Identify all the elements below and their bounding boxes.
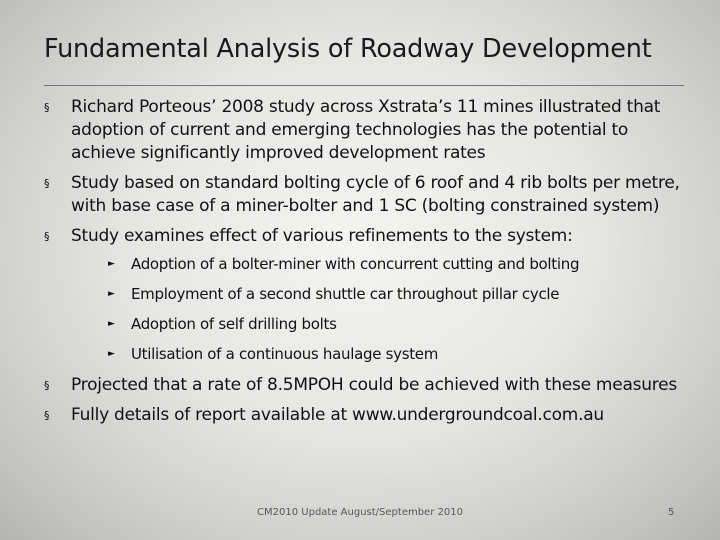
bullet-marker: § — [44, 379, 50, 392]
sub-bullet-item — [71, 254, 684, 274]
arrow-icon: ► — [108, 319, 115, 329]
bullet-item — [44, 404, 684, 427]
arrow-icon: ► — [108, 349, 115, 359]
bullet-item — [44, 172, 684, 218]
sub-bullet-text: Utilisation of a continuous haulage system — [131, 345, 439, 363]
sub-bullet-item — [71, 314, 684, 334]
arrow-icon: ► — [108, 259, 115, 269]
bullet-marker: § — [44, 101, 50, 114]
title-divider — [44, 85, 684, 86]
bullet-marker: § — [44, 230, 50, 243]
bullet-list — [44, 96, 684, 434]
bullet-text: Fully details of report available at www.undergroundcoal.com.au — [71, 405, 604, 425]
slide-footer: CM2010 Update August/September 2010 — [257, 507, 463, 518]
bullet-text: Projected that a rate of 8.5MPOH could be achieved with these measures — [71, 375, 677, 395]
bullet-text: Study examines effect of various refinements to the system: — [71, 226, 573, 246]
sub-bullet-list — [71, 254, 684, 364]
bullet-marker: § — [44, 177, 50, 190]
bullet-text: Study based on standard bolting cycle of 6 roof and 4 rib bolts per metre, with base case of a miner-bolter and 1 SC (bolting constrained system) — [71, 173, 680, 216]
page-number: 5 — [668, 507, 675, 518]
bullet-marker: § — [44, 409, 50, 422]
sub-bullet-text: Adoption of a bolter-miner with concurrent cutting and bolting — [131, 255, 580, 273]
arrow-icon: ► — [108, 289, 115, 299]
sub-bullet-text: Employment of a second shuttle car throughout pillar cycle — [131, 285, 560, 303]
sub-bullet-text: Adoption of self drilling bolts — [131, 315, 337, 333]
slide-title: Fundamental Analysis of Roadway Development — [44, 34, 652, 64]
sub-bullet-item — [71, 344, 684, 364]
bullet-item — [44, 225, 684, 364]
bullet-item — [44, 374, 684, 397]
bullet-text: Richard Porteous’ 2008 study across Xstrata’s 11 mines illustrated that adoption of current and emerging technologies has the potential to achieve significantly improved development rates — [71, 97, 661, 163]
sub-bullet-item — [71, 284, 684, 304]
bullet-item — [44, 96, 684, 165]
